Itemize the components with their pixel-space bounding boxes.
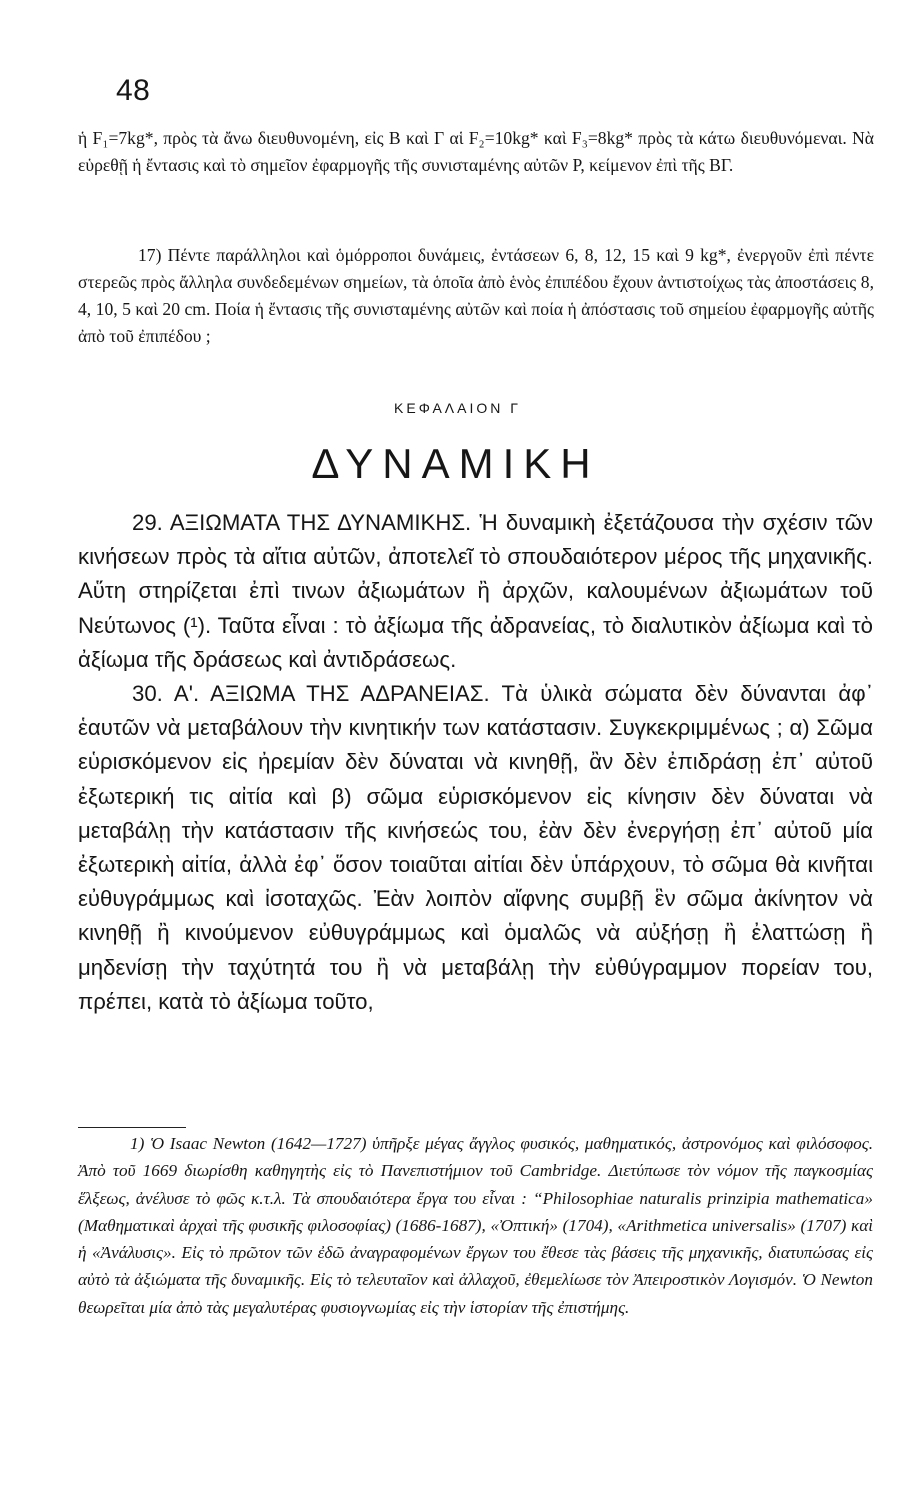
section-30-paragraph: 30. Α'. ΑΞΙΩΜΑ ΤΗΣ ΑΔΡΑΝΕΙΑΣ. Τὰ ὑλικὰ σώματα δὲν δύνανται ἀφ᾿ ἑαυτῶν νὰ μεταβάλουν τὴν κινητικήν των κατάστασιν. Συγκεκριμμένως ; α) Σῶμα εὑρισκόμενον εἰς ἠρεμίαν δὲν δύναται νὰ κινηθῇ, ἂν δὲν ἐπιδράσῃ ἐπ᾿ αὐτοῦ ἐξωτερική τις αἰτία καὶ β) σῶμα εὑρισκόμενον εἰς κίνησιν δὲν δύναται νὰ μεταβάλῃ τὴν κατάστασιν τῆς κινήσεώς του, ἐὰν δὲν ἐνεργήσῃ ἐπ᾿ αὐτοῦ μία ἐξωτερικὴ αἰτία, ἀλλὰ ἐφ᾿ ὅσον τοιαῦται αἰτίαι δὲν ὑπάρχουν, τὸ σῶμα θὰ κινῆται εὐθυγράμμως καὶ ἰσοταχῶς. Ἐὰν λοιπὸν αἴφνης συμβῇ ἓν σῶμα ἀκίνητον νὰ κινηθῇ ἢ κινούμενον εὐθυγράμμως καὶ ὁμαλῶς νὰ αὐξήσῃ ἢ ἐλαττώσῃ ἢ μηδενίσῃ τὴν ταχύτητά του ἢ νὰ μεταβάλῃ τὴν εὐθύγραμμον πορείαν του, πρέπει, κατὰ τὸ ἀξίωμα τοῦτο, bbox=[78, 681, 873, 1014]
exercise-continuation-text: ἡ F₁=7kg*, πρὸς τὰ ἄνω διευθυνομένη, εἰς Β καὶ Γ αἱ F₂=10kg* καὶ F₃=8kg* πρὸς τὰ κάτω διευθυνόμεναι. Νὰ εὑρεθῇ ἡ ἔντασις καὶ τὸ σημεῖον ἐφαρμογῆς τῆς συνισταμένης αὐτῶν Ρ, κείμενον ἐπὶ τῆς ΒΓ. bbox=[78, 128, 874, 175]
footnote-newton: 1) Ὁ Isaac Newton (1642—1727) ὑπῆρξε μέγας ἄγγλος φυσικός, μαθηματικός, ἀστρονόμος καὶ φιλόσοφος. Ἀπὸ τοῦ 1669 διωρίσθη καθηγητὴς εἰς τὸ Πανεπιστήμιον τοῦ Cambridge. Διετύπωσε τὸν νόμον τῆς παγκοσμίας ἕλξεως, ἀνέλυσε τὸ φῶς κ.τ.λ. Τὰ σπουδαιότερα ἔργα του εἶναι : “Philosophiae naturalis prinzipia mathematica» (Μαθηματικαὶ ἀρχαὶ τῆς φυσικῆς φιλοσοφίας) (1686-1687), «Ὀπτική» (1704), «Arithmetica universalis» (1707) καὶ ἡ «Ἀνάλυσις». Εἰς τὸ πρῶτον τῶν ἐδῶ ἀναγραφομένων ἔργων του ἔθεσε τὰς βάσεις τῆς μηχανικῆς, διατυπώσας εἰς αὐτὸ τὰ ἀξιώματα τῆς δυναμικῆς. Εἰς τὸ τελευταῖον καὶ ἀλλαχοῦ, ἐθεμελίωσε τὸν Ἀπειροστικὸν Λογισμόν. Ὁ Newton θεωρεῖται μία ἀπὸ τὰς μεγαλυτέρας φυσιογνωμίας εἰς τὴν ἱστορίαν τῆς ἐπιστήμης. bbox=[78, 1134, 873, 1317]
section-29-paragraph: 29. ΑΞΙΩΜΑΤΑ ΤΗΣ ΔΥΝΑΜΙΚΗΣ. Ἡ δυναμικὴ ἐξετάζουσα τὴν σχέσιν τῶν κινήσεων πρὸς τὰ αἴτια αὐτῶν, ἀποτελεῖ τὸ σπουδαιότερον μέρος τῆς μηχανικῆς. Αὕτη στηρίζεται ἐπὶ τινων ἀξιωμάτων ἢ ἀρχῶν, καλουμένων ἀξιωμάτων τοῦ Νεύτωνος (¹). Ταῦτα εἶναι : τὸ ἀξίωμα τῆς ἀδρανείας, τὸ διαλυτικὸν ἀξίωμα καὶ τὸ ἀξίωμα τῆς δράσεως καὶ ἀντιδράσεως. bbox=[78, 510, 873, 672]
chapter-body bbox=[78, 506, 873, 1019]
footnote-divider bbox=[78, 1127, 186, 1128]
chapter-title: ΔΥΝΑΜΙΚΗ bbox=[311, 440, 600, 487]
exercise-17-text: 17) Πέντε παράλληλοι καὶ ὁμόρροποι δυνάμεις, ἐντάσεων 6, 8, 12, 15 καὶ 9 kg*, ἐνεργοῦν ἐπὶ πέντε στερεῶς πρὸς ἄλληλα συνδεδεμένων σημείων, τὰ ὁποῖα ἀπὸ ἑνὸς ἐπιπέδου ἔχουν ἀντιστοίχως τὰς ἀποστάσεις 8, 4, 10, 5 καὶ 20 cm. Ποία ἡ ἔντασις τῆς συνισταμένης αὐτῶν καὶ ποία ἡ ἀπόστασις τοῦ σημείου ἐφαρμογῆς αὐτῆς ἀπὸ τοῦ ἐπιπέδου ; bbox=[78, 245, 874, 346]
exercise-17 bbox=[78, 242, 874, 350]
exercise-continuation bbox=[78, 125, 874, 179]
page-number: 48 bbox=[116, 74, 151, 107]
chapter-label: ΚΕΦΑΛΑΙΟΝ Γ bbox=[394, 400, 521, 416]
